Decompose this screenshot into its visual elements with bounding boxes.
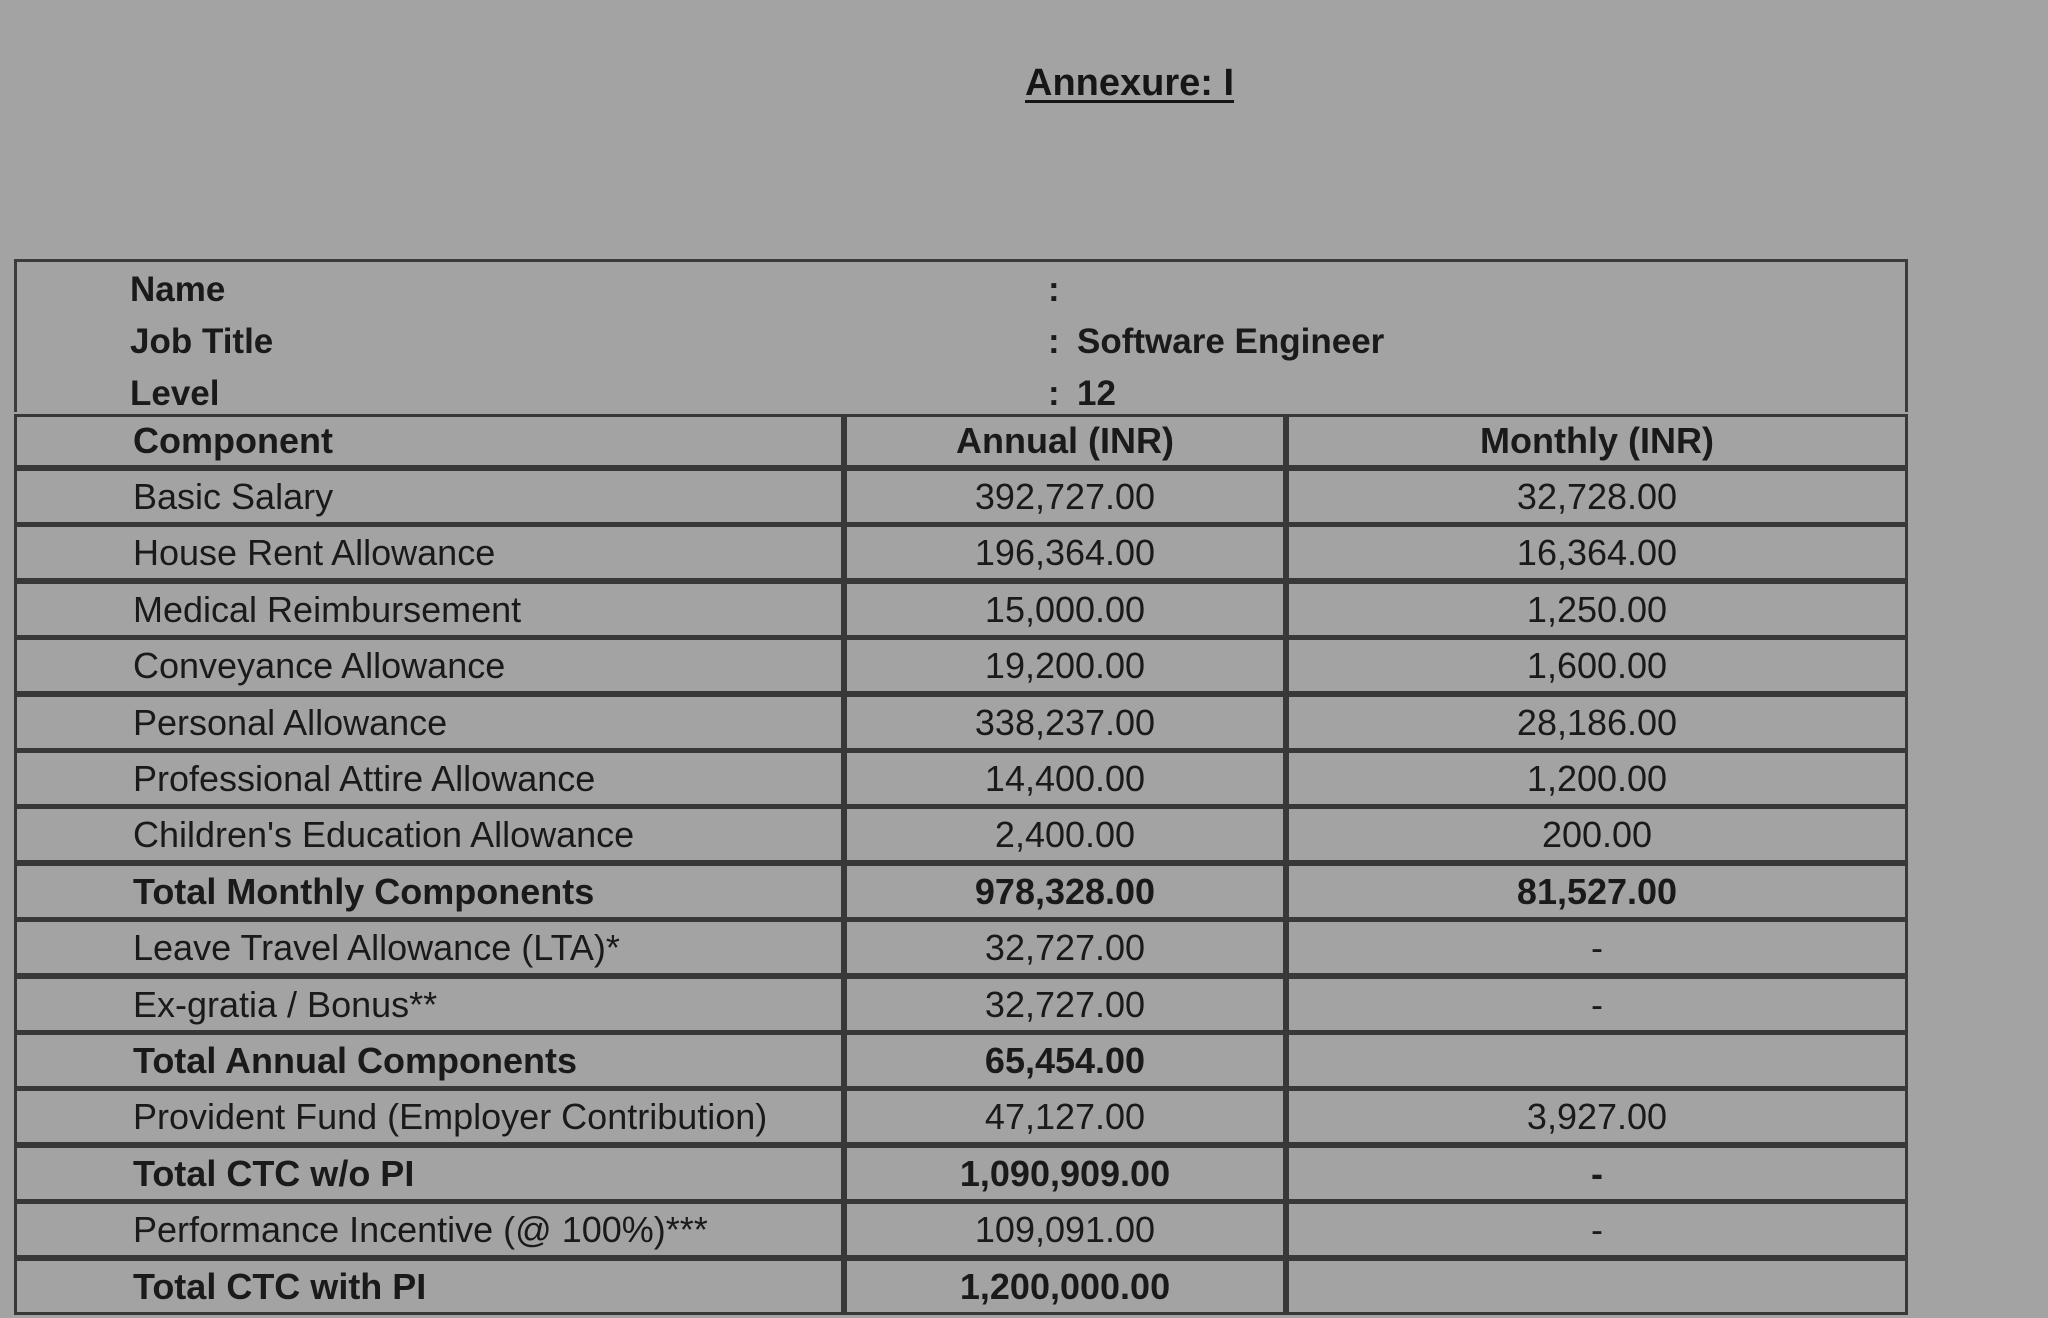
table-row bbox=[14, 581, 1908, 638]
cell-annual: 2,400.00 bbox=[844, 806, 1286, 863]
table-header-row bbox=[14, 414, 1908, 468]
table-row bbox=[14, 1145, 1908, 1202]
cell-monthly: 32,728.00 bbox=[1286, 468, 1908, 525]
cell-monthly: 1,600.00 bbox=[1286, 637, 1908, 694]
info-value: 12 bbox=[1077, 374, 1116, 413]
table-row bbox=[14, 1201, 1908, 1258]
table-row bbox=[14, 1088, 1908, 1145]
info-row-job-title bbox=[14, 314, 1908, 366]
cell-component: Conveyance Allowance bbox=[14, 637, 844, 694]
cell-annual: 14,400.00 bbox=[844, 750, 1286, 807]
cell-annual: 1,090,909.00 bbox=[844, 1145, 1286, 1202]
cell-component: House Rent Allowance bbox=[14, 524, 844, 581]
cell-monthly: - bbox=[1286, 976, 1908, 1033]
table-row bbox=[14, 524, 1908, 581]
cell-monthly: 16,364.00 bbox=[1286, 524, 1908, 581]
cell-monthly: 3,927.00 bbox=[1286, 1088, 1908, 1145]
cell-annual: 196,364.00 bbox=[844, 524, 1286, 581]
table-row bbox=[14, 976, 1908, 1033]
cell-monthly: 28,186.00 bbox=[1286, 694, 1908, 751]
table-row bbox=[14, 1032, 1908, 1089]
cell-monthly: 1,200.00 bbox=[1286, 750, 1908, 807]
cell-monthly: - bbox=[1286, 919, 1908, 976]
cell-component: Total Annual Components bbox=[14, 1032, 844, 1089]
info-label: Job Title bbox=[130, 322, 274, 361]
cell-component: Provident Fund (Employer Contribution) bbox=[14, 1088, 844, 1145]
info-colon: : bbox=[1048, 322, 1060, 361]
cell-component: Basic Salary bbox=[14, 468, 844, 525]
cell-annual: 338,237.00 bbox=[844, 694, 1286, 751]
table-row bbox=[14, 468, 1908, 525]
cell-annual: 19,200.00 bbox=[844, 637, 1286, 694]
cell-annual: 15,000.00 bbox=[844, 581, 1286, 638]
cell-annual: 392,727.00 bbox=[844, 468, 1286, 525]
info-label: Name bbox=[130, 270, 226, 309]
cell-monthly: 200.00 bbox=[1286, 806, 1908, 863]
table-row bbox=[14, 806, 1908, 863]
cell-annual: 1,200,000.00 bbox=[844, 1258, 1286, 1315]
cell-component: Children's Education Allowance bbox=[14, 806, 844, 863]
cell-monthly: 1,250.00 bbox=[1286, 581, 1908, 638]
table-row bbox=[14, 863, 1908, 920]
cell-annual: 32,727.00 bbox=[844, 919, 1286, 976]
table-row bbox=[14, 1258, 1908, 1315]
cell-annual: 32,727.00 bbox=[844, 976, 1286, 1033]
cell-annual: 109,091.00 bbox=[844, 1201, 1286, 1258]
cell-component: Leave Travel Allowance (LTA)* bbox=[14, 919, 844, 976]
cell-annual: 65,454.00 bbox=[844, 1032, 1286, 1089]
cell-monthly bbox=[1286, 1258, 1908, 1315]
cell-monthly bbox=[1286, 1032, 1908, 1089]
header-annual: Annual (INR) bbox=[844, 414, 1286, 468]
info-row-name bbox=[14, 262, 1908, 314]
cell-monthly: 81,527.00 bbox=[1286, 863, 1908, 920]
header-monthly: Monthly (INR) bbox=[1286, 414, 1908, 468]
cell-component: Ex-gratia / Bonus** bbox=[14, 976, 844, 1033]
cell-component: Total Monthly Components bbox=[14, 863, 844, 920]
cell-component: Total CTC with PI bbox=[14, 1258, 844, 1315]
info-value: Software Engineer bbox=[1077, 322, 1385, 361]
table-row bbox=[14, 919, 1908, 976]
cell-component: Professional Attire Allowance bbox=[14, 750, 844, 807]
info-row-level bbox=[14, 366, 1908, 418]
cell-component: Medical Reimbursement bbox=[14, 581, 844, 638]
cell-component: Performance Incentive (@ 100%)*** bbox=[14, 1201, 844, 1258]
document-title: Annexure: I bbox=[1025, 62, 1235, 104]
info-colon: : bbox=[1048, 374, 1060, 413]
cell-monthly: - bbox=[1286, 1145, 1908, 1202]
info-colon: : bbox=[1048, 270, 1060, 309]
info-label: Level bbox=[130, 374, 220, 413]
cell-monthly: - bbox=[1286, 1201, 1908, 1258]
cell-component: Personal Allowance bbox=[14, 694, 844, 751]
cell-annual: 47,127.00 bbox=[844, 1088, 1286, 1145]
cell-component: Total CTC w/o PI bbox=[14, 1145, 844, 1202]
table-row bbox=[14, 637, 1908, 694]
cell-annual: 978,328.00 bbox=[844, 863, 1286, 920]
table-row bbox=[14, 694, 1908, 751]
header-component: Component bbox=[14, 414, 844, 468]
table-row bbox=[14, 750, 1908, 807]
